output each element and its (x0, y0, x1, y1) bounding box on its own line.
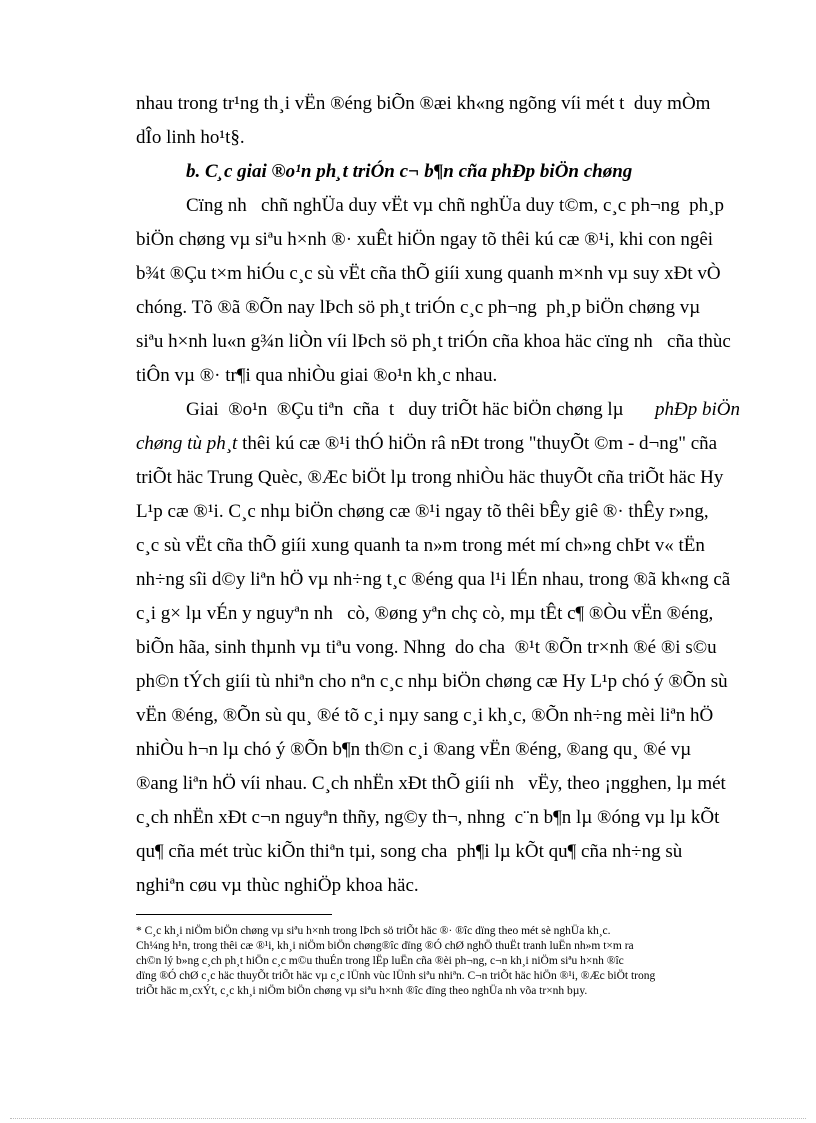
paragraph-line: Giai ®o¹n ®Çu tiªn cña t duy triÕt häc biÖn chøng lµ phÐp biÖn (186, 399, 740, 420)
paragraph-line: nghiªn cøu vµ thùc nghiÖp khoa häc. (136, 875, 419, 896)
paragraph-line: dÎo linh ho¹t§. (136, 127, 245, 148)
paragraph-line: c¸c sù vËt cña thÕ giíi xung quanh ta n»m trong mét mí ch»ng chÞt v« tËn (136, 535, 705, 556)
paragraph-line: nhiÒu h¬n lµ chó ý ®Õn b¶n th©n c¸i ®ang vËn ®éng, ®ang qu¸ ®é vµ (136, 739, 692, 760)
paragraph-line: chóng. Tõ ®ã ®Õn nay lÞch sö ph¸t triÓn c¸c ph¬ng ph¸p biÖn chøng vµ (136, 297, 701, 318)
italic-term: phÐp biÖn (655, 399, 740, 420)
paragraph-line: biÕn hãa, sinh thµnh vµ tiªu vong. Nhng do cha ®¹t ®Õn tr×nh ®é ®i s©u (136, 637, 717, 658)
paragraph-line: b¾t ®Çu t×m hiÓu c¸c sù vËt cña thÕ giíi xung quanh m×nh vµ suy xÐt vÒ (136, 263, 721, 284)
paragraph-line: nhau trong tr¹ng th¸i vËn ®éng biÕn ®æi kh«ng ngõng víi mét t duy mÒm (136, 93, 711, 114)
paragraph-line: tiÔn vµ ®· tr¶i qua nhiÒu giai ®o¹n kh¸c nhau. (136, 365, 498, 386)
paragraph-line (136, 433, 740, 455)
paragraph-line: qu¶ cña mét trùc kiÕn thiªn tµi, song cha ph¶i lµ kÕt qu¶ cña nh÷ng sù (136, 841, 683, 862)
section-heading: b. C¸c giai ®o¹n ph¸t triÓn c¬ b¶n cña phÐp biÖn chøng (186, 161, 633, 182)
footnote-line: triÕt häc m¸cxÝt, c¸c kh¸i niÖm biÖn chøng vµ siªu h×nh ®îc dïng theo nghÜa nh võa tr×nh bµy. (136, 985, 588, 997)
paragraph-line: biÖn chøng vµ siªu h×nh ®· xuÊt hiÖn ngay tõ thêi kú cæ ®¹i, khi con ngêi (136, 229, 714, 250)
footnote-line: dïng ®Ó chØ c¸c häc thuyÕt triÕt häc vµ c¸c lÜnh vùc lÜnh siªu nhiªn. C¬n triÕt häc hiÖn ®¹i, ®Æc biÖt trong (136, 970, 656, 982)
paragraph-line: triÕt häc Trung Quèc, ®Æc biÖt lµ trong nhiÒu häc thuyÕt cña triÕt häc Hy (136, 467, 724, 488)
paragraph-line: nh÷ng sîi d©y liªn hÖ vµ nh÷ng t¸c ®éng qua l¹i lÉn nhau, trong ®ã kh«ng cã (136, 569, 731, 590)
footnote-line: Ch¼ng h¹n, trong thêi cæ ®¹i, kh¸i niÖm biÖn chøng®îc dïng ®Ó chØ nghÖ thuËt tranh luËn nh»m t×m ra (136, 940, 634, 952)
footnote-line: ch©n lý b»ng c¸ch ph¸t hiÖn c¸c m©u thuÉn trong lËp luËn cña ®èi ph¬ng, c¬n kh¸i niÖm siªu h×nh ®îc (136, 955, 624, 967)
page-bottom-border (10, 1118, 806, 1119)
paragraph-line: ®ang liªn hÖ víi nhau. C¸ch nhËn xÐt thÕ giíi nh vËy, theo ¡ngghen, lµ mét (136, 773, 726, 794)
footnote-line: * C¸c kh¸i niÖm biÖn chøng vµ siªu h×nh trong lÞch sö triÕt häc ®· ®îc dïng theo mét sè nghÜa kh¸c. (136, 925, 611, 937)
paragraph-line: Cïng nh chñ nghÜa duy vËt vµ chñ nghÜa duy t©m, c¸c ph¬ng ph¸p (186, 195, 724, 216)
paragraph-line: c¸ch nhËn xÐt c¬n nguyªn thñy, ng©y th¬, nhng c¨n b¶n lµ ®óng vµ lµ kÕt (136, 807, 720, 828)
paragraph-line: L¹p cæ ®¹i. C¸c nhµ biÖn chøng cæ ®¹i ngay tõ thêi bÊy giê ®· thÊy r»ng, (136, 501, 709, 522)
paragraph-line: vËn ®éng, ®Õn sù qu¸ ®é tõ c¸i nµy sang c¸i kh¸c, ®Õn nh÷ng mèi liªn hÖ (136, 705, 714, 726)
italic-term: chøng tù ph¸t (136, 433, 238, 454)
paragraph-line: ph©n tÝch giíi tù nhiªn cho nªn c¸c nhµ biÖn chøng cæ Hy L¹p chó ý ®Õn sù (136, 671, 728, 692)
paragraph-line: c¸i g× lµ vÉn y nguyªn nh cò, ®øng yªn chç cò, mµ tÊt c¶ ®Òu vËn ®éng, (136, 603, 714, 624)
paragraph-line: siªu h×nh lu«n g¾n liÒn víi lÞch sö ph¸t triÓn cña khoa häc cïng nh cña thùc (136, 331, 731, 352)
line-rest: thêi kú cæ ®¹i thÓ hiÖn râ nÐt trong "thuyÕt ©m - d¬ng" cña (237, 433, 718, 454)
footnote-separator (136, 914, 332, 915)
